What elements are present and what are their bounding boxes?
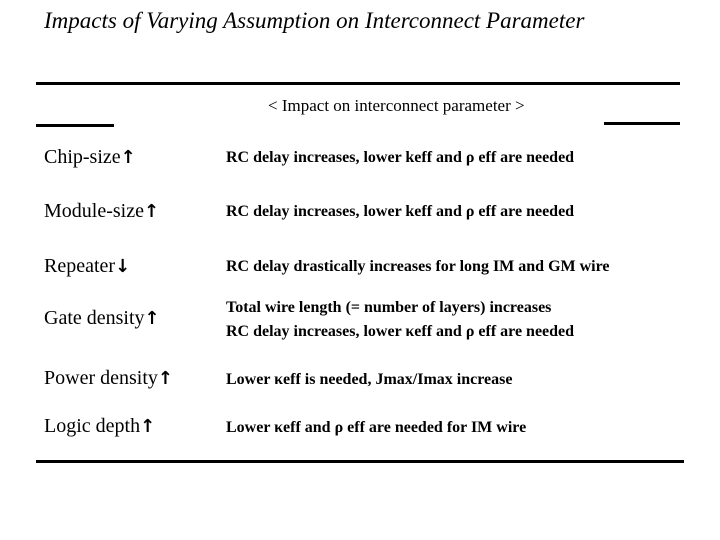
row-desc-line: RC delay increases, lower keff and ρ eff are needed (226, 149, 575, 166)
row-label-chip-size (44, 146, 136, 169)
bottom-rule (36, 460, 684, 463)
row-label-gate-density (44, 307, 160, 330)
arrow-down-icon: ↓ (115, 256, 131, 277)
arrow-up-icon: ↑ (120, 147, 136, 168)
page-title: Impacts of Varying Assumption on Interconnect Parameter (44, 8, 585, 33)
row-label-text: Repeater (44, 255, 116, 277)
row-label-text: Power density (44, 367, 158, 389)
arrow-up-icon: ↑ (143, 201, 160, 222)
arrow-up-icon: ↑ (157, 368, 173, 389)
row-desc-chip-size (226, 146, 574, 170)
row-desc-line: Lower κeff is needed, Jmax/Imax increase (226, 371, 513, 388)
arrow-up-icon: ↑ (144, 308, 160, 329)
row-desc-repeater (226, 255, 610, 279)
row-desc-line: RC delay increases, lower keff and ρ eff are needed (226, 203, 575, 220)
table-header: < Impact on interconnect parameter > (268, 96, 525, 115)
row-label-text: Module-size (44, 200, 144, 222)
header-rule-left (36, 124, 114, 127)
row-desc-gate-density (226, 296, 574, 344)
row-label-logic-depth (44, 415, 155, 438)
row-desc-power-density (226, 368, 512, 392)
row-label-module-size (44, 200, 159, 223)
row-desc-line: RC delay drastically increases for long IM and GM wire (226, 258, 610, 275)
top-rule (36, 82, 680, 85)
row-label-text: Gate density (44, 307, 145, 329)
row-label-repeater (44, 255, 130, 278)
header-rule-right (604, 122, 680, 125)
row-desc-module-size (226, 200, 574, 224)
row-label-power-density (44, 367, 173, 390)
arrow-up-icon: ↑ (140, 416, 156, 437)
row-label-text: Logic depth (44, 415, 141, 437)
row-desc-line: RC delay increases, lower κeff and ρ eff are needed (226, 323, 575, 340)
row-desc-line: Total wire length (= number of layers) increases (226, 299, 552, 316)
row-label-text: Chip-size (44, 146, 121, 168)
row-desc-line: Lower κeff and ρ eff are needed for IM wire (226, 419, 527, 436)
row-desc-logic-depth (226, 416, 526, 440)
